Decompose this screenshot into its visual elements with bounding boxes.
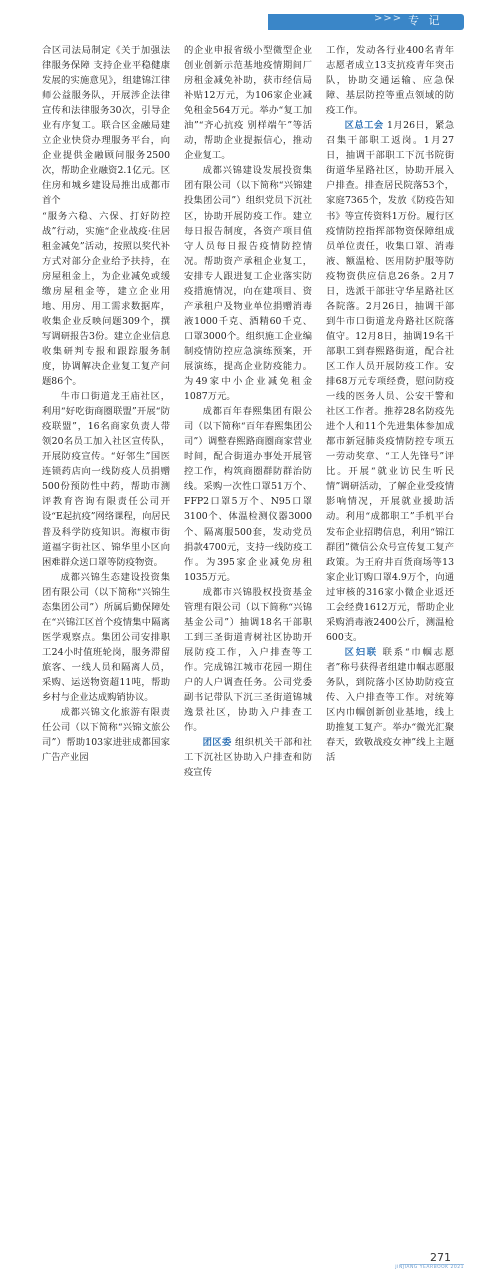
paragraph-text: 1月26日，紧急召集干部职工返岗。1月27日，抽调干部职工下沉书院街街道华星路社区，协助开展入户排查。排查居民院落53个，家庭7365个，发放《防疫告知书》等宣传资料1万份。履行区疫情防控指挥部物资保障组成员单位责任，收集口罩、消毒液、额温枪、医用防护服等防疫物资供应信息26条。2月7日，选派干部驻守华星路社区各院落。2月26日，抽调干部到牛市口街道龙舟路社区院落值守。12月8日，抽调19名干部职工到春熙路街道，配合社区工作人员开展防疫工作。安排68万元专项经费，慰问防疫一线的医务人员、公安干警和社区工作者。推荐28名防疫先进个人和11个先进集体参加成都市新冠肺炎疫情防控专项五一劳动奖章、“工人先锋号”评比。开展“就业访民生听民情”调研活动，了解企业受疫情影响情况，开展就业援助活动。利用“成都职工”手机平台发布企业招聘信息，利用“锦江群团”微信公众号宣传复工复产政策。为王府井百货商场等13家企业订购口罩4.9万个，向通过审核的316家小微企业返还工会经费1612万元，帮助企业采购消毒液2400公斤，测温枪600支。	[326, 120, 454, 643]
paragraph	[326, 645, 454, 765]
text-column-left	[42, 43, 170, 765]
paragraph: 成都市兴锦股权投资基金管理有限公司（以下简称“兴锦基金公司”）抽调18名干部职工到三圣街道青树社区协助开展防疫工作，入户排查等工作。完成锦江城市花园一期住户的人户调查任务。公司党委副书记带队下沉三圣街道锦城逸景社区，协助入户排查工作。	[184, 586, 312, 734]
paragraph: 的企业申报省级小型微型企业创业创新示范基地疫情期间厂房租金减免补助，获市经信局补贴12万元，为106家企业减免租金564万元。举办“复工加油”“齐心抗疫 别样端午”等活动，帮助企业提振信心，推动企业复工。	[184, 45, 312, 162]
paragraph: 成都兴锦文化旅游有限责任公司（以下简称“兴锦文旅公司”）帮助103家进驻成都国家广告产业园	[42, 707, 170, 764]
section-title: 专 记	[408, 14, 443, 27]
paragraph: 合区司法局制定《关于加强法律服务保障 支持企业平稳健康发展的实施意见》，组建锦江律师公益服务队，开展涉企法律宣传和法律服务30次，引导企业有序复工。联合区金融局建立企业快贷办理服务平台，向企业提供金融顾问服务2500次，帮助企业融资2.1亿元。区住房和城乡建设局推出成都市首个	[42, 45, 170, 207]
running-footer: JINJIANG YEARBOOK 2021	[395, 1265, 464, 1270]
chevron-right-icon: >>>	[374, 13, 403, 24]
text-column-right	[326, 43, 454, 765]
section-keyword: 区总工会	[344, 120, 384, 132]
paragraph	[184, 735, 312, 780]
text-column-middle	[184, 43, 312, 780]
paragraph: 成都兴锦生态建设投资集团有限公司（以下简称“兴锦生态集团公司”）所属后勤保障处在“兴锦江区首个疫情集中隔离医学观察点。集团公司安排职工24小时值班轮岗，服务滞留旅客、一线人员和隔离人员，采购、运送物资超11吨，帮助乡村与企业达成购销协议。	[42, 571, 170, 704]
paragraph: 工作，发动各行业400名青年志愿者成立13支抗疫青年突击队，协助交通运输、应急保障、基层防控等重点领域的防疫工作。	[326, 45, 454, 117]
paragraph	[326, 118, 454, 645]
paragraph: 成都百年春熙集团有限公司（以下简称“百年春熙集团公司”）调整春熙路商圈商家营业时间，配合街道办事处开展管控工作，构筑商圈群防群治防线。采购一次性口罩51万个、FFP2口罩5万个、N95口罩3100个、体温检测仪器3000个、隔离服500套，发动党员捐款4700元，支持一线防疫工作。为395家企业减免房租1035万元。	[184, 406, 312, 583]
paragraph: 成都兴锦建设发展投资集团有限公司（以下简称“兴锦建投集团公司”）组织党员下沉社区，协助开展防疫工作。建立每日报告制度，各资产项目值守人员每日报告疫情防控情况。帮助资产承租企业复工，安排专人跟进复工企业落实防疫措施情况，向在建项目、资产承租户及物业单位捐赠消毒液1000千克、酒精60千克、口罩3000个。组织施工企业编制疫情防控应急演练预案，开展演练，提高企业防疫能力。为49家中小企业减免租金1087万元。	[184, 165, 312, 403]
paragraph-text: 联系“巾帼志愿者”称号获得者组建巾帼志愿服务队，到院落小区协助防疫宣传、入户排查等工作。对统筹区内巾帼创新创业基地，线上助推复工复产。举办“微光汇聚春天，致敬战疫女神”线上主题活	[326, 646, 454, 764]
section-keyword: 区妇联	[344, 646, 378, 658]
page-number: 271	[430, 1251, 451, 1264]
section-keyword: 团区委	[202, 737, 232, 749]
paragraph: 牛市口街道龙王庙社区，利用“好吃街商圈联盟”开展“防疫联盟”，16名商家负责人带领20名员工加入社区宣传队，开展防疫宣传。“好邻生”国医连锁药店向一线防疫人员捐赠500份预防性中药，帮助市测评教育咨询有限责任公司开设“E起抗疫”网络课程，向居民普及科学防疫知识。海椒市街道福字街社区、锦华里小区向困难群众送口罩等防疫物资。	[42, 391, 170, 568]
paragraph: “服务六稳、六保、打好防控战”行动，实施“企业战疫·住居租金减免”活动，按照以奖代补方式对部分企业给予扶持，在房屋租金上，为企业减免或缓缴房屋租金等，建立企业用地、用房、用工需求数据库，收集企业反映问题309个，撰写调研报告3份。建立企业信息收集研判专报和跟踪服务制度，协调解决企业复工复产问题86个。	[42, 210, 170, 388]
paragraph-text: 组织机关干部和社工下沉社区协助入户排查和防疫宣传	[184, 737, 312, 779]
page-header	[0, 0, 480, 40]
